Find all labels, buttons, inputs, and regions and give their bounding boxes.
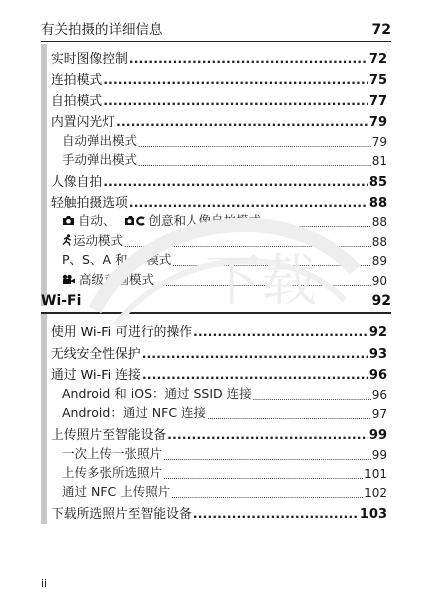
section-title: 有关拍摄的详细信息 [41, 22, 163, 38]
toc-entry-page: 92 [368, 325, 387, 340]
leader-dots [129, 196, 368, 211]
toc-entry-page: 81 [371, 154, 387, 168]
toc-entry-page: 88 [368, 196, 387, 211]
toc-entry-wifi-functions[interactable] [51, 321, 387, 340]
leader-dots [207, 412, 371, 421]
toc-subentry-auto-creative-portrait[interactable] [62, 211, 387, 229]
toc-subentry-nfc-connect[interactable] [62, 403, 387, 421]
toc-entry-title: 实时图像控制 [51, 52, 128, 67]
leader-dots [262, 220, 371, 229]
toc-entry-page: 89 [371, 254, 387, 268]
toc-entry-live-image-control[interactable] [51, 48, 387, 67]
toc-subentry-upload-single[interactable] [62, 444, 387, 462]
section-title: Wi-Fi [41, 293, 82, 309]
toc-entry-title: 使用 Wi-Fi 可进行的操作 [51, 325, 193, 340]
creative-mode-icon [124, 215, 146, 226]
toc-entry-page: 79 [371, 135, 387, 149]
toc-entry-page: 75 [368, 73, 387, 88]
toc-entry-title: Android：通过 NFC 连接 [62, 405, 207, 420]
toc-entry-title: 连拍模式 [51, 73, 103, 88]
toc-entry-self-timer[interactable] [51, 90, 387, 109]
toc-subentry-upload-nfc[interactable] [62, 482, 387, 500]
section-header-wifi[interactable] [41, 288, 391, 314]
toc-entry-wireless-security[interactable] [51, 343, 387, 362]
toc-entry-title: 高级动画模式 [79, 272, 155, 287]
toc-entry-page: 77 [368, 94, 387, 109]
section-marker-band [41, 44, 47, 306]
movie-camera-icon [62, 274, 76, 285]
toc-entry-title: 下载所选照片至智能设备 [51, 507, 192, 522]
toc-entry-page: 96 [371, 388, 387, 402]
toc-entry-title: 自动弹出模式 [62, 133, 138, 148]
toc-entry-title: 人像自拍 [51, 175, 103, 190]
leader-dots [172, 259, 370, 268]
toc-entry-title: Android 和 iOS：通过 SSID 连接 [62, 386, 252, 401]
toc-entry-title-2: 创意和人像自拍模式 [148, 213, 262, 228]
toc-entry-title: 通过 Wi-Fi 连接 [51, 368, 141, 383]
toc-entry-title: 上传多张所选照片 [62, 465, 163, 480]
leader-dots [103, 175, 368, 190]
toc-entry-continuous-mode[interactable] [51, 69, 387, 88]
toc-entry-page: 99 [368, 428, 387, 443]
toc-entry-title: 一次上传一张照片 [62, 446, 163, 461]
leader-dots [124, 240, 371, 249]
toc-entry-page: 88 [371, 215, 387, 229]
watermark-text: 下载 [205, 249, 317, 314]
toc-subentry-ssid-connect[interactable] [62, 384, 387, 402]
toc-entry-title: 通过 NFC 上传照片 [62, 484, 171, 499]
toc-entry-page: 97 [371, 407, 387, 421]
toc-entry-title: 无线安全性保护 [51, 347, 141, 362]
toc-subentry-sport-mode[interactable] [62, 231, 387, 249]
section-header-shooting[interactable] [41, 19, 391, 42]
toc-entry-title: 内置闪光灯 [51, 115, 115, 130]
leader-dots [193, 507, 359, 522]
toc-entry-touch-shooting[interactable] [51, 192, 387, 211]
toc-entry-page: 99 [371, 448, 387, 462]
toc-subentry-manual-popup[interactable] [62, 150, 387, 168]
toc-entry-title: P、S、A 和 M 模式 [62, 252, 172, 267]
toc-entry-upload-photos[interactable] [51, 424, 387, 443]
toc-entry-title: 自拍模式 [51, 94, 103, 109]
section-page: 72 [371, 22, 391, 38]
toc-entry-title: 自动、 [78, 213, 116, 228]
toc-entry-page: 93 [368, 347, 387, 362]
toc-subentry-psam-modes[interactable] [62, 250, 387, 268]
leader-dots [138, 159, 371, 168]
leader-dots [103, 94, 368, 109]
toc-entry-page: 90 [371, 274, 387, 288]
leader-dots [193, 325, 368, 340]
section-page: 92 [371, 293, 391, 309]
toc-subentry-advanced-movie[interactable] [62, 270, 387, 288]
leader-dots [163, 453, 371, 462]
toc-entry-title: 上传照片至智能设备 [51, 428, 167, 443]
leader-dots [171, 491, 363, 500]
toc-entry-wifi-connect[interactable] [51, 364, 387, 383]
leader-dots [142, 347, 368, 362]
toc-entry-page: 72 [368, 52, 387, 67]
toc-entry-title: 轻触拍摄选项 [51, 196, 128, 211]
leader-dots [163, 472, 363, 481]
toc-entry-download-photos[interactable] [51, 503, 387, 522]
toc-entry-page: 79 [368, 115, 387, 130]
section-marker-band [41, 314, 47, 524]
toc-entry-page: 101 [364, 467, 387, 481]
leader-dots [167, 428, 368, 443]
leader-dots [129, 52, 368, 67]
toc-entry-page: 88 [371, 235, 387, 249]
leader-dots [103, 73, 368, 88]
leader-dots [155, 279, 371, 288]
page-number: ii [41, 577, 48, 590]
camera-icon [62, 215, 75, 226]
toc-entry-page: 103 [359, 507, 387, 522]
toc-entry-built-in-flash[interactable] [51, 111, 387, 130]
running-figure-icon [62, 234, 72, 246]
toc-subentry-upload-multiple[interactable] [62, 463, 387, 481]
toc-entry-title-wrap [62, 231, 123, 249]
toc-entry-page: 85 [368, 175, 387, 190]
toc-entry-title: 运动模式 [73, 233, 124, 248]
toc-entry-title-wrap [62, 270, 154, 288]
leader-dots [142, 368, 368, 383]
leader-dots [138, 140, 371, 149]
leader-dots [253, 393, 371, 402]
toc-subentry-auto-popup[interactable] [62, 131, 387, 149]
toc-entry-title: 手动弹出模式 [62, 152, 138, 167]
toc-entry-page: 102 [364, 486, 387, 500]
leader-dots [116, 115, 368, 130]
toc-entry-title-wrap [62, 211, 261, 229]
toc-entry-page: 96 [368, 368, 387, 383]
toc-entry-self-portrait[interactable] [51, 171, 387, 190]
